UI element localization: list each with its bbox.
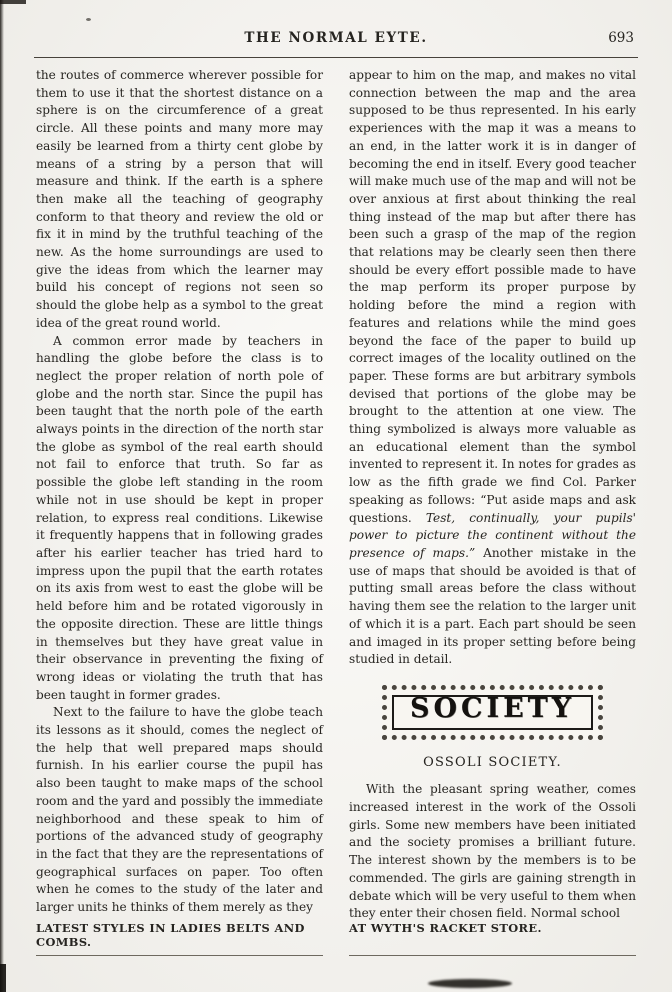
society-section-header: [349, 685, 636, 740]
paragraph-segment-italic: Test, continually, your pupils' power to picture the continent without the presence of maps.”: [349, 510, 636, 560]
footer-ad-left: LATEST STYLES IN LADIES BELTS AND COMBS.: [36, 921, 323, 956]
paragraph-segment: appear to him on the map, and makes no vital connection between the map and the area supposed to be thus represented. In his early experiences with the map it was a means to an end, in the latter work it is in danger of becoming the end in itself. Every good teacher will make much use of the map and will not be over anxious at first about thinking the real thing instead of the map but after there has been such a grasp of the map of the region that relations may be clearly seen then there should be every effort possible made to have the map perform its proper purpose by holding before the mind a region with features and relations while the mind goes beyond the face of the paper to build up correct images of the locality outlined on the paper. These forms are but arbitrary symbols devised that portions of the globe may be brought to the attention at one view. The thing symbolized is always more valuable as an educational element than the symbol invented to represent it. In notes for grades as low as the fifth grade we find Col. Parker speaking as follows: “Put aside maps and ask questions.: [349, 68, 636, 525]
left-column: [36, 67, 323, 920]
ornamental-border: [382, 685, 603, 740]
page-number: 693: [608, 30, 634, 46]
society-label: SOCIETY: [409, 692, 576, 724]
running-head: [36, 30, 636, 50]
society-box: [392, 692, 593, 730]
paragraph: With the pleasant spring weather, comes increased interest in the work of the Ossoli girls. Some new members have been initiated and the society promises a brilliant future. The interest shown by the members is to be commended. The girls are gaining strength in debate which will be very useful to them when they enter their chosen field. Normal school: [349, 782, 636, 920]
journal-title: THE NORMAL EYTE.: [244, 30, 428, 46]
scan-artifact-top-left: [0, 0, 26, 4]
paragraph: A common error made by teachers in handling the globe before the class is to neglect the proper relation of north pole of globe and the north star. Since the pupil has been taught that the north pole of the earth always points in the direction of the north star the globe as symbol of the real earth should not fail to enforce that truth. So far as possible the globe left standing in the room while not in use should be kept in proper relation, to express real conditions. Likewise it frequently happens that in following grades after his earlier teacher has tried hard to impress upon the pupil that the earth rotates on its axis from west to east the globe will be held before him and be rotated vigorously in the opposite direction. These are little things in themselves but they have great value in their observance in preventing the fixing of wrong ideas or violating the truth that has been taught in former grades.: [36, 333, 323, 702]
advertisement-footer: [36, 921, 636, 956]
scan-artifact-bottom-left: [0, 964, 6, 992]
scan-artifact-left-edge: [0, 0, 4, 992]
right-column: [349, 67, 636, 920]
scan-artifact-speck: [86, 18, 91, 21]
scan-artifact-bottom-smudge: [428, 979, 512, 988]
footer-ad-right: AT WYTH'S RACKET STORE.: [349, 921, 636, 956]
paragraph-segment: Another mistake in the use of maps that should be avoided is that of putting small areas before the class without having them see the relation to the larger unit of which it is a part. Each part should be seen and imaged in its proper setting before being studied in detail.: [349, 545, 636, 667]
paragraph: [349, 67, 636, 669]
section-heading-ossoli: OSSOLI SOCIETY.: [423, 754, 562, 770]
text-columns: [36, 67, 636, 920]
header-rule: [34, 57, 638, 58]
paragraph: Next to the failure to have the globe teach its lessons as it should, comes the neglect of the help that well prepared maps should furnish. In his earlier course the pupil has also been taught to make maps of the school room and the yard and possibly the immediate neighborhood and these speak to him of portions of the advanced study of geography in the fact that they are the representations of geographical surfaces on paper. Too often when he comes to the study of the later and larger units he thinks of them merely as they: [36, 705, 323, 915]
paragraph: the routes of commerce wherever possible for them to use it that the shortest distance on a sphere is on the circumference of a great circle. All these points and many more may easily be learned from a thirty cent globe by means of a string by a person that will measure and think. If the earth is a sphere then make all the teaching of geography conform to that theory and review the old or fix it in mind by the truthful teaching of the new. As the home surroundings are used to give the ideas from which the learner may build his concept of regions not seen so should the globe help as a symbol to the great idea of the great round world.: [36, 68, 323, 330]
